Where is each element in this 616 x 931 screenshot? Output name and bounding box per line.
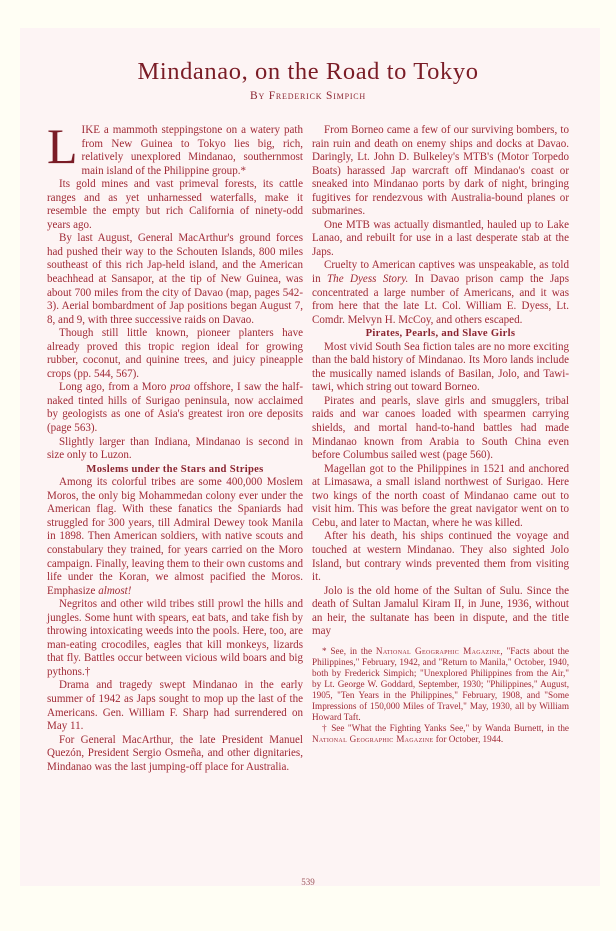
paragraph: From Borneo came a few of our surviving bombers, to rain ruin and death on enemy ships and docks at Davao. Daringly, Lt. John D. Bulkeley's MTB's (Motor Torpedo Boats) harassed Jap warcraft off Mindanao's coast or sneaked into Mindanao ports by dark of night, bringing fugitives for rendezvous with Australia-bound planes or submarines. xyxy=(312,124,569,218)
footnotes xyxy=(312,646,569,745)
paragraph: Most vivid South Sea fiction tales are no more exciting than the bald history of Mindanao. Its Moro lands include the musically named islands of Basilan, Jolo, and Tawi-tawi, which string out toward Borneo. xyxy=(312,340,569,394)
paragraph: Magellan got to the Philippines in 1521 and anchored at Limasawa, a small island northwest of Surigao. Here two kings of the north coast of Mindanao came out to visit him. This was before the great navigator went on to Cebu, and later to Mactan, where he was killed. xyxy=(312,462,569,529)
right-column xyxy=(312,124,569,745)
footnote-text: for October, 1944. xyxy=(433,733,504,744)
paragraph-text: offshore, I saw the half-naked tinted hills of Surigao peninsula, now acclaimed by geologists as one of Asia's greatest iron ore deposits (page 563). xyxy=(47,381,303,435)
drop-cap: L xyxy=(47,118,78,174)
italic-title: The Dyess Story. xyxy=(327,273,409,286)
footnote xyxy=(312,723,569,745)
paragraph: For General MacArthur, the late President Manuel Quezón, President Sergio Osmeña, and other dignitaries, Mindanao was the last jumping-off place for Australia. xyxy=(47,733,303,773)
paragraph-text: Among its colorful tribes are some 400,000 Moslem Moros, the only big Mohammedan colony ever under the American flag. With these fanatics the Spaniards had struggled for 300 years, till Admiral Dewey took Manila in 1898. Then American soldiers, with native scouts and constabulary they trained, for years carried on the Moro campaign. Finally, leaving them to their own customs and life under the Koran, we almost pacified the Moros. Emphasize xyxy=(47,476,303,597)
paragraph-text: Long ago, from a Moro xyxy=(59,381,170,394)
section-heading: Pirates, Pearls, and Slave Girls xyxy=(365,328,516,340)
paragraph: Negritos and other wild tribes still prowl the hills and jungles. Some hunt with spears, eat bats, and take fish by throwing intoxicating weeds into the pools. Here, too, are man-eating crocodiles, eagles that kill monkeys, lizards that fly. Battles occur between vicious wild boars and big pythons.† xyxy=(47,598,303,678)
paragraph: Though still little known, pioneer planters have already proved this tropic region ideal for growing rubber, coconut, and quinine trees, and juicy pineapple crops (pp. 544, 567). xyxy=(47,327,303,380)
footnote xyxy=(312,646,569,723)
paragraph xyxy=(47,381,303,435)
left-column xyxy=(47,118,303,774)
paragraph: Its gold mines and vast primeval forests, its cattle ranges and as yet unharnessed waterfalls, make it resemble the empty but rich California of ninety-odd years ago. xyxy=(47,178,303,231)
paragraph: By last August, General MacArthur's ground forces had pushed their way to the Schouten Islands, 800 miles southeast of this rich Jap-held island, and the American beachhead at Sansapor, at the tip of New Guinea, was about 700 miles from the city of Davao (map, pages 542-3). Aerial bombardment of Jap positions began August 7, 8, and 9, with three successive raids on Davao. xyxy=(47,232,303,326)
article-byline: By Frederick Simpich xyxy=(250,90,366,102)
italic-term: almost! xyxy=(98,584,132,597)
paragraph: Jolo is the old home of the Sultan of Sulu. Since the death of Sultan Jamalul Kiram II, in June, 1936, without an heir, the sultanate has been in dispute, and the title may xyxy=(312,584,569,638)
article-title: Mindanao, on the Road to Tokyo xyxy=(137,58,479,86)
paragraph: One MTB was actually dismantled, hauled up to Lake Lanao, and rebuilt for use in a last desperate stab at the Japs. xyxy=(312,218,569,258)
italic-term: proa xyxy=(169,381,191,394)
footnote-text: , "Facts about the Philippines," February, 1942, and "Return to Manila," October, 1940, both by Frederick Simpich; "Unexplored Philippines from the Air," by Lt. George W. Goddard, September, 1930; "Philippines," August, 1905, "Ten Years in the Philippines," February, 1908, and "Some Impressions of 150,000 Miles of Travel," May, 1930, all by William Howard Taft. xyxy=(312,645,569,722)
paragraph xyxy=(312,259,569,327)
paragraph: Pirates and pearls, slave girls and smugglers, tribal raids and war canoes loaded with spearmen carrying shields, and mortal hand-to-hand battles had made Mindanao known from Arabia to South China even before Columbus sailed west (page 560). xyxy=(312,394,569,462)
paragraph-text: Cruelty to American captives was unspeakable, as told in xyxy=(312,259,569,286)
footnote-text: † See "What the Fighting Yanks See," by Wanda Burnett, in the xyxy=(322,722,569,733)
section-heading: Moslems under the Stars and Stripes xyxy=(86,463,264,475)
paragraph-text: IKE a mammoth steppingstone on a watery path from New Guinea to Tokyo lies big, rich, relatively unexplored Mindanao, southernmost main island of the Philippine group.* xyxy=(81,124,303,177)
footnote-text: * See, in the xyxy=(322,645,376,656)
paragraph: After his death, his ships continued the voyage and touched at western Mindanao. They also sighted Jolo Island, but contrary winds prevented them from visiting it. xyxy=(312,530,569,584)
magazine-name: National Geographic Magazine xyxy=(312,733,434,744)
paragraph: Drama and tragedy swept Mindanao in the early summer of 1942 as Japs sought to mop up the last of the Americans. Gen. William F. Sharp had surrendered on May 11. xyxy=(47,679,303,733)
magazine-name: National Geographic Magazine xyxy=(375,645,501,656)
page-number: 539 xyxy=(301,877,315,887)
paragraph xyxy=(47,476,303,598)
paragraph: Slightly larger than Indiana, Mindanao is second in size only to Luzon. xyxy=(47,435,303,462)
paragraph xyxy=(47,118,303,178)
paragraph-text: In Davao prison camp the Japs concentrated a large number of Americans, and it was from here that the late Lt. Col. William E. Dyess, Lt. Comdr. Melvyn H. McCoy, and others escaped. xyxy=(312,273,570,326)
